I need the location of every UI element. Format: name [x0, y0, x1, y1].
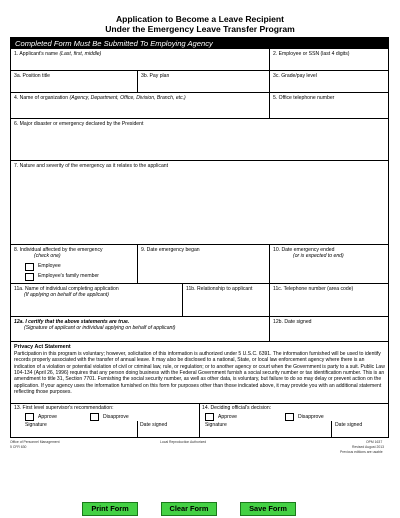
supervisor-date-label: Date signed: [140, 422, 168, 428]
field-organization-hint: (Agency, Department, Office, Division, Branch, etc.): [69, 95, 186, 101]
field-position-title-label: 3a. Position title: [14, 73, 50, 79]
field-grade-pay-level[interactable]: [270, 71, 388, 93]
field-date-ended-hint: (or is expected to end): [293, 253, 344, 260]
checkbox-family-member-label: Employee's family member: [38, 273, 99, 279]
field-employee-ssn-label: 2. Employee or SSN (last 4 digits): [273, 51, 350, 57]
supervisor-disapprove-checkbox[interactable]: [90, 413, 99, 421]
save-form-button[interactable]: Save Form: [240, 502, 296, 516]
privacy-heading: Privacy Act Statement: [14, 344, 71, 350]
field-major-disaster-label: 6. Major disaster or emergency declared by the President: [14, 121, 144, 127]
footer-previous-editions: Previous editions are usable: [340, 450, 383, 454]
field-certify-label: 12a. I certify that the above statements are true.: [14, 319, 130, 325]
field-date-began[interactable]: [138, 245, 270, 284]
approval-center-divider: [199, 403, 200, 438]
field-organization[interactable]: [11, 93, 270, 119]
checkbox-employee[interactable]: [25, 263, 34, 271]
field-pay-plan[interactable]: [138, 71, 270, 93]
supervisor-approve-checkbox[interactable]: [25, 413, 34, 421]
footer-cfr: 5 CFR 630: [10, 445, 27, 449]
official-disapprove-label: Disapprove: [298, 414, 324, 420]
field-position-title[interactable]: [11, 71, 138, 93]
supervisor-signature-label: Signature: [25, 422, 47, 428]
field-individual-affected-label: 8. Individual affected by the emergency: [14, 247, 103, 253]
application-form: [10, 37, 389, 438]
field-applicant-name[interactable]: [11, 49, 270, 71]
form-title-line2: Under the Emergency Leave Transfer Program: [105, 24, 295, 34]
supervisor-label: 13. First level supervisor's recommendation:: [14, 405, 114, 411]
footer-form-number: OPM 1637: [366, 440, 383, 444]
field-date-began-label: 9. Date emergency began: [141, 247, 200, 253]
field-completer-telephone-label: 11c. Telephone number (area code): [273, 286, 354, 292]
official-date-label: Date signed: [335, 422, 363, 428]
checkbox-employee-label: Employee: [38, 263, 61, 269]
official-label: 14. Deciding official's decision:: [202, 405, 272, 411]
field-organization-label: 4. Name of organization: [14, 95, 70, 101]
official-approve-label: Approve: [218, 414, 237, 420]
checkbox-family-member[interactable]: [25, 273, 34, 281]
field-relationship-label: 11b. Relationship to applicant: [186, 286, 253, 292]
official-date-divider: [331, 421, 332, 438]
field-office-telephone-label: 5. Office telephone number: [273, 95, 335, 101]
field-major-disaster[interactable]: [11, 119, 388, 161]
field-relationship[interactable]: [183, 284, 270, 317]
field-completer-name[interactable]: [11, 284, 183, 317]
form-title-line1: Application to Become a Leave Recipient: [115, 14, 285, 24]
field-certify-signature[interactable]: [11, 317, 270, 342]
field-employee-ssn[interactable]: [270, 49, 388, 71]
field-completer-name-label: 11a. Name of individual completing application: [14, 286, 119, 292]
supervisor-approve-label: Approve: [38, 414, 57, 420]
supervisor-disapprove-label: Disapprove: [103, 414, 129, 420]
field-applicant-name-label: 1. Applicant's name: [14, 51, 60, 57]
footer-agency: Office of Personnel Management: [10, 440, 60, 444]
official-signature-label: Signature: [205, 422, 227, 428]
field-date-ended[interactable]: [270, 245, 388, 284]
field-nature-severity-label: 7. Nature and severity of the emergency as it relates to the applicant: [14, 163, 169, 169]
field-grade-pay-level-label: 3c. Grade/pay level: [273, 73, 317, 79]
field-date-signed[interactable]: [270, 317, 388, 342]
field-certify-hint: (Signature of applicant or individual applying on behalf of applicant): [24, 325, 176, 332]
field-completer-telephone[interactable]: [270, 284, 388, 317]
privacy-text: Participation in this program is voluntary; however, solicitation of this information is authorized under 5 U.S.C. 6391. The information furnished will be used to identify records properly associated with the transfer of annual leave. It may also be disclosed to a national, State, or local law enforcement agency where there is an indication of a violation or potential violation of civil or criminal law, rule, or regulation; or to another agency or court when the Government is party to a suit. Public Law 104-134 (April 26, 1996) requires that any person doing business with the Federal Government furnish a social security number or tax identification number. This is an amendment to title 31, Section 7701. Furnishing the social security number, as well as other data, is voluntary, but failure to do so may delay or prevent action on the application. If your agency uses the information furnished on this form for purposes other than those indicated above, it may provide you with an additional statement reflecting those purposes.: [14, 351, 385, 396]
field-date-signed-label: 12b. Date signed: [273, 319, 312, 325]
field-office-telephone[interactable]: [270, 93, 388, 119]
footer-revised: Revised August 2013: [352, 445, 385, 449]
field-pay-plan-label: 3b. Pay plan: [141, 73, 170, 79]
print-form-button[interactable]: Print Form: [82, 502, 138, 516]
footer-reproduction: Local Reproduction Authorized: [160, 440, 207, 444]
field-nature-severity[interactable]: [11, 161, 388, 245]
field-applicant-name-hint: (Last, first, middle): [59, 51, 102, 57]
field-completer-name-hint: (If applying on behalf of the applicant): [24, 292, 109, 299]
field-individual-affected-hint: (check one): [34, 253, 61, 260]
clear-form-button[interactable]: Clear Form: [161, 502, 217, 516]
official-disapprove-checkbox[interactable]: [285, 413, 294, 421]
official-approve-checkbox[interactable]: [205, 413, 214, 421]
submission-banner: Completed Form Must Be Submitted To Employing Agency: [11, 38, 388, 49]
supervisor-date-divider: [137, 421, 138, 438]
field-date-ended-label: 10. Date emergency ended: [273, 247, 335, 253]
